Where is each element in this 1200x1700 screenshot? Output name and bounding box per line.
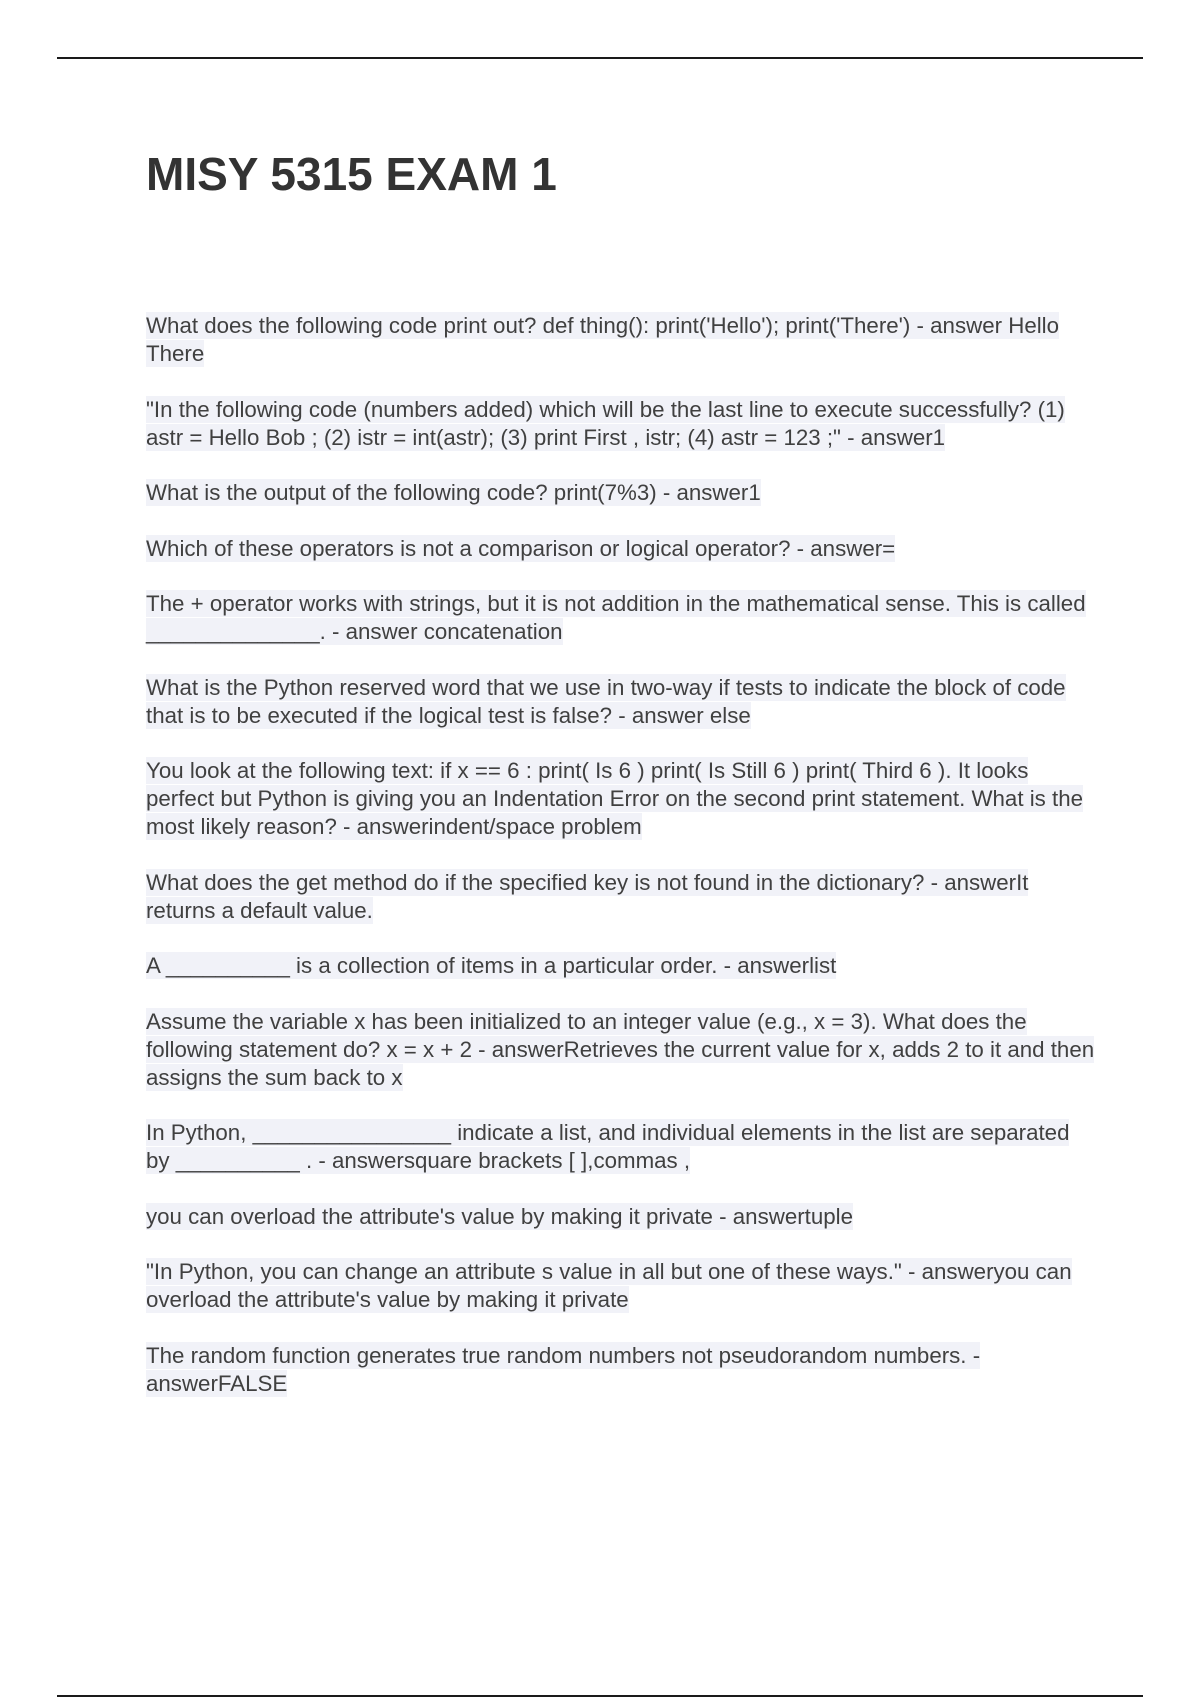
qa-text-3: What is the output of the following code? print(7%3) - answer1: [146, 480, 761, 505]
qa-item-11: [146, 1119, 1096, 1175]
top-divider: [57, 57, 1143, 59]
qa-text-12: you can overload the attribute's value by making it private - answertuple: [146, 1203, 853, 1229]
qa-item-8: [146, 869, 1096, 925]
qa-text-5: The + operator works with strings, but it is not addition in the mathematical sense. This is called ______________. - answer concatenation: [146, 591, 1086, 644]
qa-item-3: [146, 479, 1096, 507]
bottom-divider: [57, 1695, 1143, 1697]
qa-text-14: The random function generates true random numbers not pseudorandom numbers. - answerFALSE: [146, 1342, 981, 1396]
qa-item-13: [146, 1258, 1096, 1314]
qa-text-13: "In Python, you can change an attribute s value in all but one of these ways." - answeryou can overload the attribute's value by making it private: [146, 1259, 1072, 1312]
qa-text-8: What does the get method do if the specified key is not found in the dictionary? - answerIt returns a default value.: [146, 869, 1029, 923]
qa-text-9: A __________ is a collection of items in a particular order. - answerlist: [146, 953, 837, 978]
qa-item-7: [146, 757, 1096, 841]
qa-item-1: [146, 312, 1096, 368]
qa-item-6: [146, 674, 1096, 730]
qa-item-14: [146, 1342, 1096, 1398]
qa-item-9: [146, 952, 1096, 980]
page-title: MISY 5315 EXAM 1: [146, 148, 557, 200]
qa-text-10: Assume the variable x has been initialized to an integer value (e.g., x = 3). What does the following statement do? x = x + 2 - answerRetrieves the current value for x, adds 2 to it and then assigns the sum back to x: [146, 1008, 1095, 1090]
qa-text-4: Which of these operators is not a comparison or logical operator? - answer=: [146, 535, 896, 561]
qa-item-12: [146, 1203, 1096, 1231]
qa-item-4: [146, 535, 1096, 563]
qa-text-11: In Python, ________________ indicate a list, and individual elements in the list are separated by __________ . - answersquare brackets [ ],commas ,: [146, 1120, 1070, 1173]
qa-text-2: "In the following code (numbers added) which will be the last line to execute successfully? (1) astr = Hello Bob ; (2) istr = int(astr); (3) print First , istr; (4) astr = 123 ;" - answer1: [146, 396, 1065, 450]
qa-item-2: [146, 396, 1096, 452]
qa-text-1: What does the following code print out? def thing(): print('Hello'); print('There') - answer Hello There: [146, 313, 1060, 366]
qa-list: [146, 312, 1096, 1425]
qa-item-10: [146, 1008, 1096, 1092]
qa-item-5: [146, 590, 1096, 646]
qa-text-6: What is the Python reserved word that we use in two-way if tests to indicate the block of code that is to be executed if the logical test is false? - answer else: [146, 674, 1066, 728]
qa-text-7: You look at the following text: if x == 6 : print( Is 6 ) print( Is Still 6 ) print( Third 6 ). It looks perfect but Python is giving you an Indentation Error on the second print statement. What is the most likely reason? - answerindent/space problem: [146, 758, 1084, 839]
